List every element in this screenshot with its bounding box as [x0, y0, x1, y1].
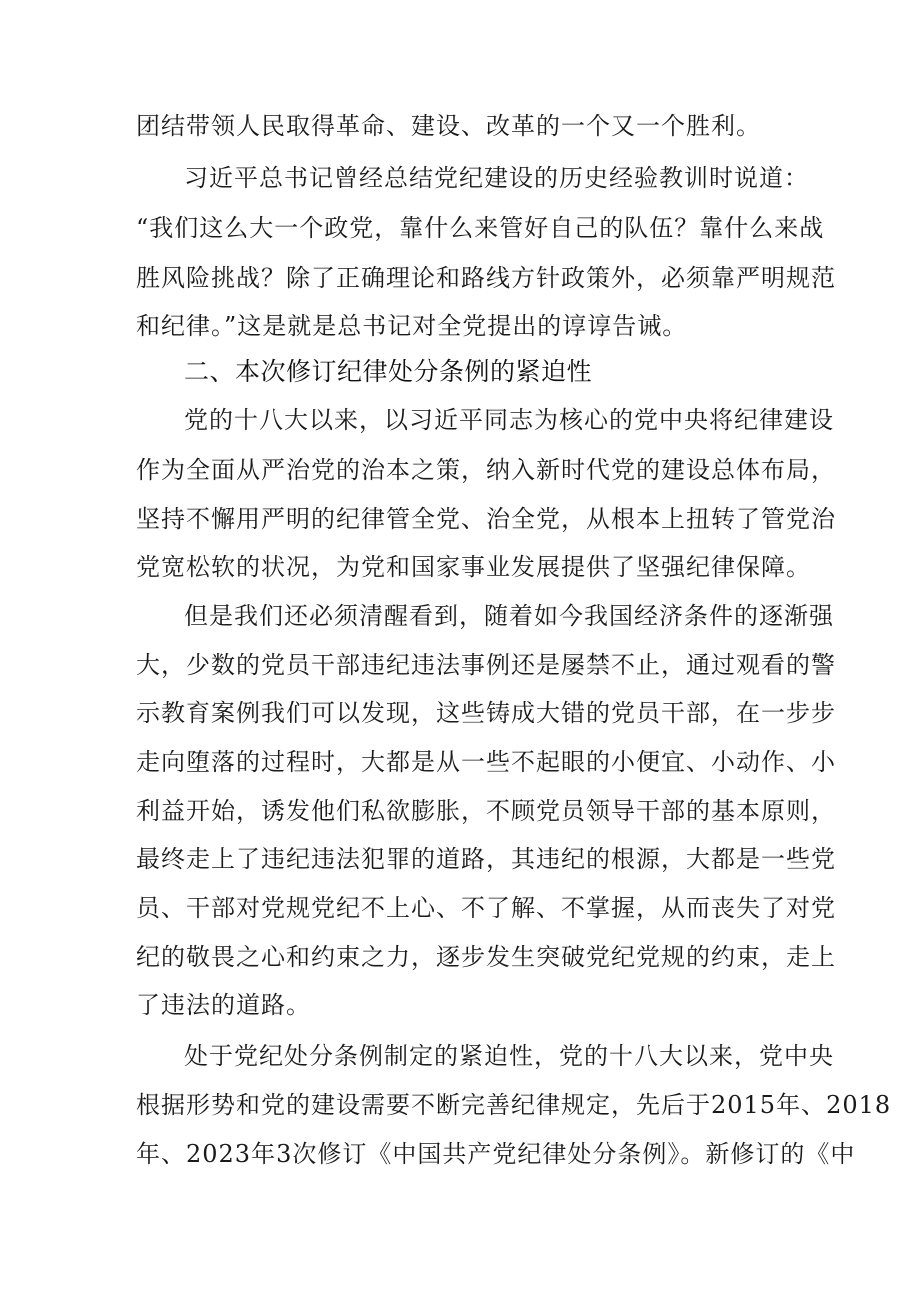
paragraph-line: 了违法的道路。: [136, 991, 311, 1019]
paragraph-line: 和纪律。”这是就是总书记对全党提出的谆谆告诫。: [136, 312, 688, 340]
paragraph-line: 习近平总书记曾经总结党纪建设的历史经验教训时说道：: [184, 164, 809, 192]
paragraph-line: 坚持不懈用严明的纪律管全党、治全党，从根本上扭转了管党治: [136, 505, 836, 533]
paragraph-line: 党的十八大以来，以习近平同志为核心的党中央将纪律建设: [184, 406, 834, 434]
paragraph-line: 示教育案例我们可以发现，这些铸成大错的党员干部，在一步步: [136, 699, 836, 727]
paragraph-line: “我们这么大一个政党，靠什么来管好自己的队伍？靠什么来战: [136, 214, 825, 242]
paragraph-line: 胜风险挑战？除了正确理论和路线方针政策外，必须靠严明规范: [136, 264, 836, 292]
paragraph-line: 根据形势和党的建设需要不断完善纪律规定，先后于2015年、2018: [136, 1091, 892, 1119]
paragraph-line: 年、2023年3次修订《中国共产党纪律处分条例》。新修订的《中: [136, 1140, 856, 1168]
paragraph-line: 但是我们还必须清醒看到，随着如今我国经济条件的逐渐强: [184, 602, 834, 630]
paragraph-line: 最终走上了违纪违法犯罪的道路，其违纪的根源，大都是一些党: [136, 845, 836, 873]
paragraph-line: 团结带领人民取得革命、建设、改革的一个又一个胜利。: [136, 112, 761, 140]
section-heading: 二、本次修订纪律处分条例的紧迫性: [184, 357, 593, 386]
paragraph-line: 利益开始，诱发他们私欲膨胀，不顾党员领导干部的基本原则，: [136, 797, 836, 825]
paragraph-line: 党宽松软的状况，为党和国家事业发展提供了坚强纪律保障。: [136, 553, 811, 581]
paragraph-line: 员、干部对党规党纪不上心、不了解、不掌握，从而丧失了对党: [136, 894, 836, 922]
paragraph-line: 纪的敬畏之心和约束之力，逐步发生突破党纪党规的约束，走上: [136, 943, 836, 971]
paragraph-line: 大，少数的党员干部违纪违法事例还是屡禁不止，通过观看的警: [136, 651, 836, 679]
paragraph-line: 作为全面从严治党的治本之策，纳入新时代党的建设总体布局，: [136, 456, 836, 484]
paragraph-line: 走向堕落的过程时，大都是从一些不起眼的小便宜、小动作、小: [136, 748, 836, 776]
paragraph-line: 处于党纪处分条例制定的紧迫性，党的十八大以来，党中央: [184, 1042, 834, 1070]
